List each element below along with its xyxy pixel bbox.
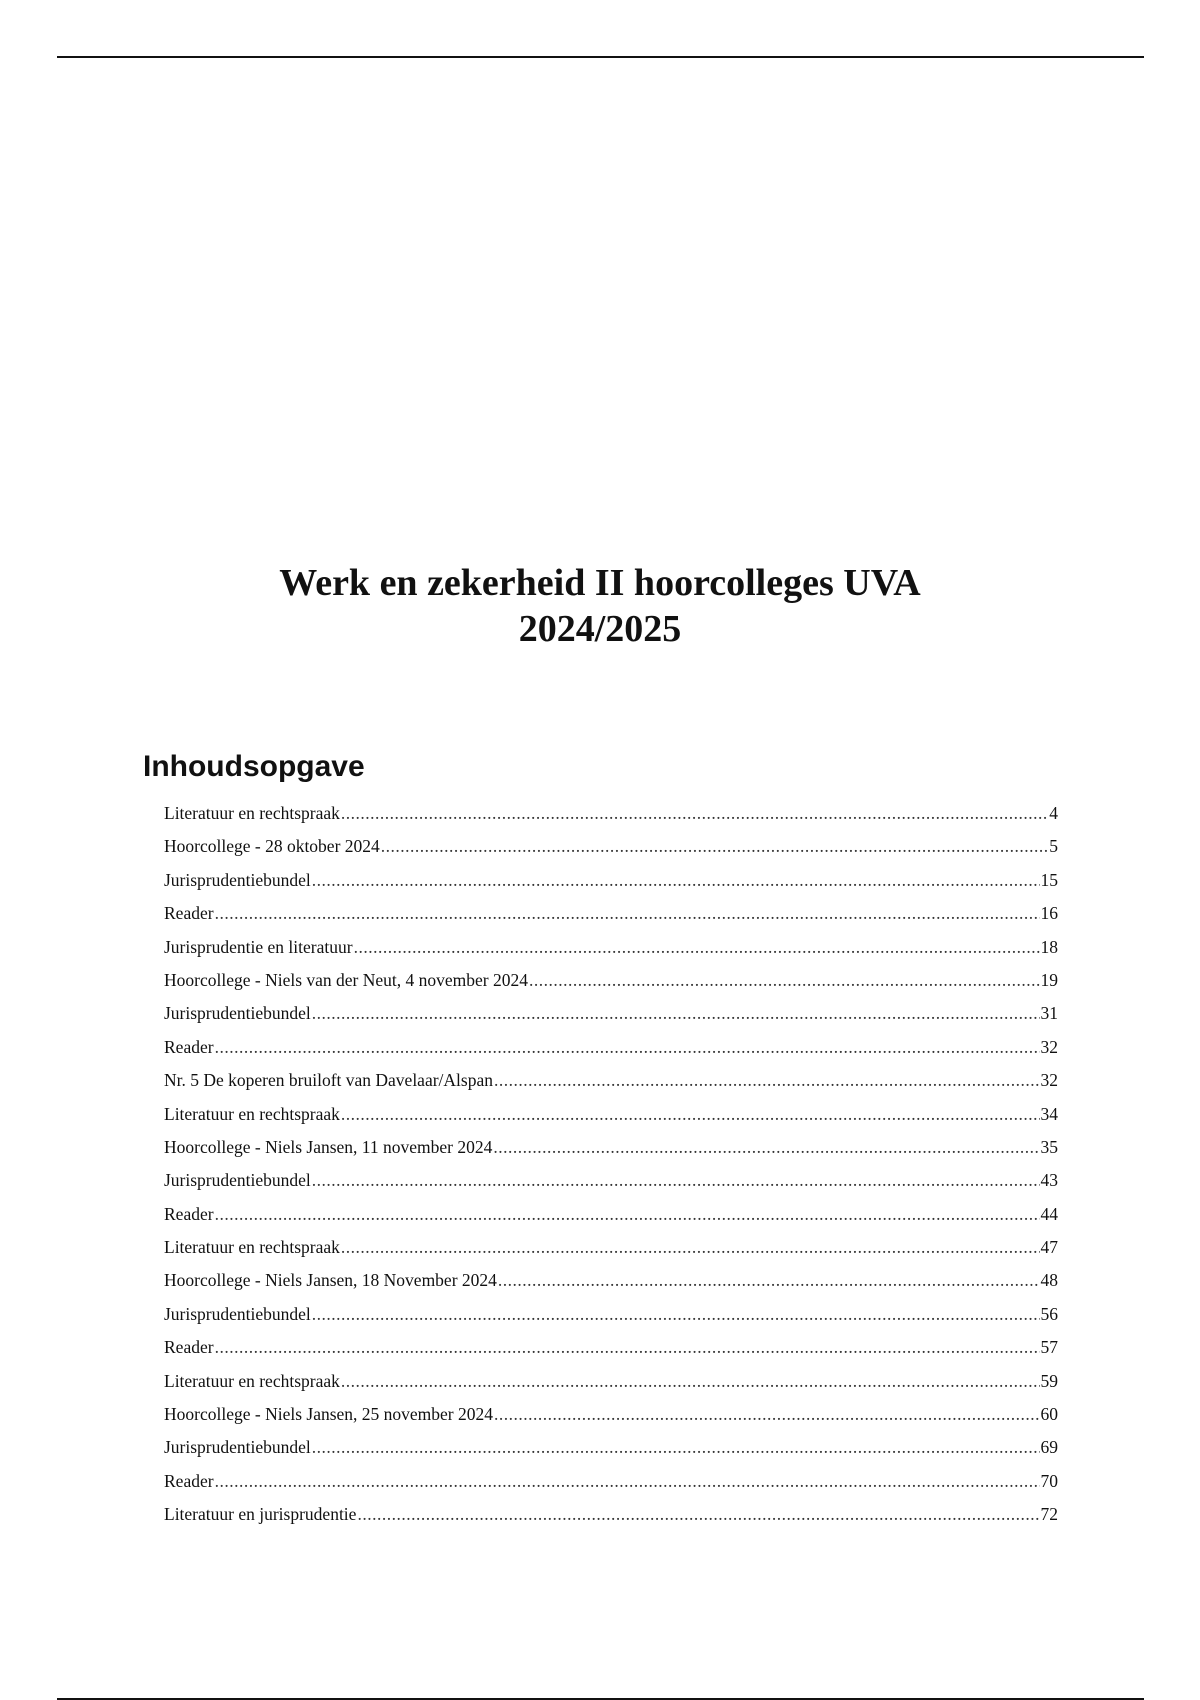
toc-entry[interactable] xyxy=(164,931,1058,964)
toc-entry-label: Nr. 5 De koperen bruiloft van Davelaar/Alspan xyxy=(164,1070,493,1091)
toc-entry-page: 18 xyxy=(1040,936,1058,957)
toc-entry[interactable] xyxy=(164,1431,1058,1464)
toc-entry-page: 43 xyxy=(1040,1170,1058,1191)
document-title-line-2: 2024/2025 xyxy=(518,608,682,650)
toc-dot-leader xyxy=(381,830,1048,863)
toc-entry-label: Jurisprudentiebundel xyxy=(164,1170,311,1191)
toc-dot-leader xyxy=(493,1131,1039,1164)
toc-entry[interactable] xyxy=(164,1298,1058,1331)
toc-entry-label: Hoorcollege - Niels Jansen, 11 november 2024 xyxy=(164,1136,493,1157)
toc-entry-page: 31 xyxy=(1040,1003,1058,1024)
toc-entry-label: Jurisprudentiebundel xyxy=(164,1437,311,1458)
toc-entry-page: 70 xyxy=(1040,1470,1058,1491)
toc-dot-leader xyxy=(312,1298,1040,1331)
toc-dot-leader xyxy=(215,1198,1040,1231)
toc-entry-page: 56 xyxy=(1040,1303,1058,1324)
toc-entry-label: Jurisprudentiebundel xyxy=(164,1003,311,1024)
toc-entry[interactable] xyxy=(164,1498,1058,1531)
toc-entry[interactable] xyxy=(164,797,1058,830)
toc-entry[interactable] xyxy=(164,1398,1058,1431)
toc-entry[interactable] xyxy=(164,1198,1058,1231)
toc-dot-leader xyxy=(312,1164,1040,1197)
toc-entry-label: Literatuur en rechtspraak xyxy=(164,1370,340,1391)
toc-dot-leader xyxy=(341,1365,1040,1398)
table-of-contents xyxy=(164,797,1058,1532)
toc-entry-page: 57 xyxy=(1040,1337,1058,1358)
toc-entry[interactable] xyxy=(164,997,1058,1030)
toc-entry-page: 35 xyxy=(1040,1136,1058,1157)
toc-entry-label: Reader xyxy=(164,1036,214,1057)
toc-entry[interactable] xyxy=(164,830,1058,863)
toc-dot-leader xyxy=(215,897,1040,930)
toc-entry-label: Reader xyxy=(164,1470,214,1491)
toc-dot-leader xyxy=(494,1064,1040,1097)
toc-entry[interactable] xyxy=(164,1465,1058,1498)
toc-entry[interactable] xyxy=(164,1064,1058,1097)
toc-dot-leader xyxy=(341,797,1048,830)
document-title xyxy=(0,560,1200,652)
toc-entry-page: 34 xyxy=(1040,1103,1058,1124)
toc-dot-leader xyxy=(215,1031,1040,1064)
document-title-line-1: Werk en zekerheid II hoorcolleges UVA xyxy=(279,562,921,604)
toc-entry-page: 48 xyxy=(1040,1270,1058,1291)
toc-entry-page: 5 xyxy=(1049,836,1058,857)
toc-entry-label: Literatuur en jurisprudentie xyxy=(164,1504,357,1525)
toc-entry-label: Reader xyxy=(164,1203,214,1224)
toc-entry[interactable] xyxy=(164,1231,1058,1264)
toc-entry[interactable] xyxy=(164,1164,1058,1197)
toc-entry-page: 4 xyxy=(1049,803,1058,823)
toc-entry[interactable] xyxy=(164,1264,1058,1297)
toc-entry[interactable] xyxy=(164,1365,1058,1398)
toc-entry[interactable] xyxy=(164,964,1058,997)
toc-dot-leader xyxy=(357,1498,1039,1531)
toc-dot-leader xyxy=(529,964,1040,997)
toc-entry-page: 44 xyxy=(1040,1203,1058,1224)
toc-entry-page: 15 xyxy=(1040,869,1058,890)
toc-entry-page: 19 xyxy=(1040,969,1058,990)
toc-entry-label: Reader xyxy=(164,1337,214,1358)
toc-entry-page: 32 xyxy=(1040,1036,1058,1057)
toc-entry-label: Hoorcollege - 28 oktober 2024 xyxy=(164,836,380,857)
toc-dot-leader xyxy=(215,1331,1040,1364)
toc-dot-leader xyxy=(312,997,1040,1030)
toc-dot-leader xyxy=(312,864,1040,897)
toc-entry[interactable] xyxy=(164,1031,1058,1064)
toc-entry-page: 47 xyxy=(1040,1237,1058,1258)
toc-entry[interactable] xyxy=(164,897,1058,930)
toc-entry-label: Hoorcollege - Niels van der Neut, 4 november 2024 xyxy=(164,969,528,990)
top-rule xyxy=(57,56,1144,58)
toc-entry-label: Literatuur en rechtspraak xyxy=(164,1103,340,1124)
toc-entry-label: Jurisprudentiebundel xyxy=(164,1303,311,1324)
toc-entry-page: 69 xyxy=(1040,1437,1058,1458)
toc-entry[interactable] xyxy=(164,1131,1058,1164)
toc-dot-leader xyxy=(494,1398,1039,1431)
toc-entry-label: Jurisprudentie en literatuur xyxy=(164,936,353,957)
toc-entry[interactable] xyxy=(164,1331,1058,1364)
toc-entry[interactable] xyxy=(164,1098,1058,1131)
toc-entry-label: Hoorcollege - Niels Jansen, 25 november 2024 xyxy=(164,1404,494,1425)
toc-entry-page: 72 xyxy=(1040,1504,1058,1525)
toc-heading: Inhoudsopgave xyxy=(143,750,365,783)
toc-dot-leader xyxy=(354,931,1040,964)
toc-entry-label: Jurisprudentiebundel xyxy=(164,869,311,890)
toc-dot-leader xyxy=(341,1231,1040,1264)
toc-entry-page: 16 xyxy=(1040,903,1058,924)
toc-entry-page: 60 xyxy=(1040,1404,1058,1425)
toc-dot-leader xyxy=(215,1465,1040,1498)
toc-entry[interactable] xyxy=(164,864,1058,897)
toc-dot-leader xyxy=(312,1431,1040,1464)
toc-dot-leader xyxy=(498,1264,1040,1297)
toc-entry-page: 59 xyxy=(1040,1370,1058,1391)
toc-entry-label: Literatuur en rechtspraak xyxy=(164,1237,340,1258)
toc-entry-label: Literatuur en rechtspraak xyxy=(164,803,340,823)
toc-entry-label: Hoorcollege - Niels Jansen, 18 November 2024 xyxy=(164,1270,497,1291)
toc-dot-leader xyxy=(341,1098,1040,1131)
toc-entry-page: 32 xyxy=(1040,1070,1058,1091)
toc-entry-label: Reader xyxy=(164,903,214,924)
